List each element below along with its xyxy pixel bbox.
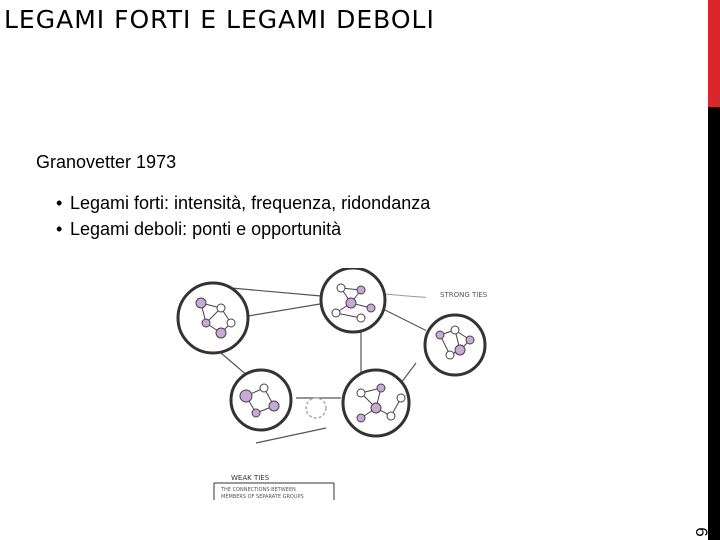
weak-ties-label: WEAK TIES bbox=[231, 474, 270, 482]
slide-title: LEGAMI FORTI E LEGAMI DEBOLI bbox=[4, 5, 435, 34]
bridge-node bbox=[306, 398, 326, 418]
page-number: 6 bbox=[692, 527, 711, 537]
bullet-list bbox=[56, 193, 430, 245]
group-top-left bbox=[178, 283, 248, 353]
weak-ties-caption-1: THE CONNECTIONS BETWEEN bbox=[221, 487, 296, 493]
network-diagram-right bbox=[410, 280, 520, 380]
bullet-item: • Legami forti: intensità, frequenza, ridondanza bbox=[56, 193, 431, 213]
subtitle: Granovetter 1973 bbox=[36, 152, 177, 172]
network-diagram bbox=[176, 268, 426, 504]
strong-ties-label: STRONG TIES bbox=[440, 291, 488, 299]
bullet-item: • Legami deboli: ponti e opportunità bbox=[56, 219, 342, 239]
bullet-text: Legami forti: intensità, frequenza, ridondanza bbox=[70, 193, 431, 213]
group-bottom-left bbox=[231, 370, 291, 430]
bullet-text: Legami deboli: ponti e opportunità bbox=[70, 219, 342, 239]
group-bottom-center bbox=[343, 370, 409, 436]
weak-ties-caption-2: MEMBERS OF SEPARATE GROUPS bbox=[221, 494, 304, 500]
sidebar-bar bbox=[708, 107, 720, 540]
group-top-center bbox=[321, 268, 385, 332]
accent-bar bbox=[708, 0, 720, 107]
